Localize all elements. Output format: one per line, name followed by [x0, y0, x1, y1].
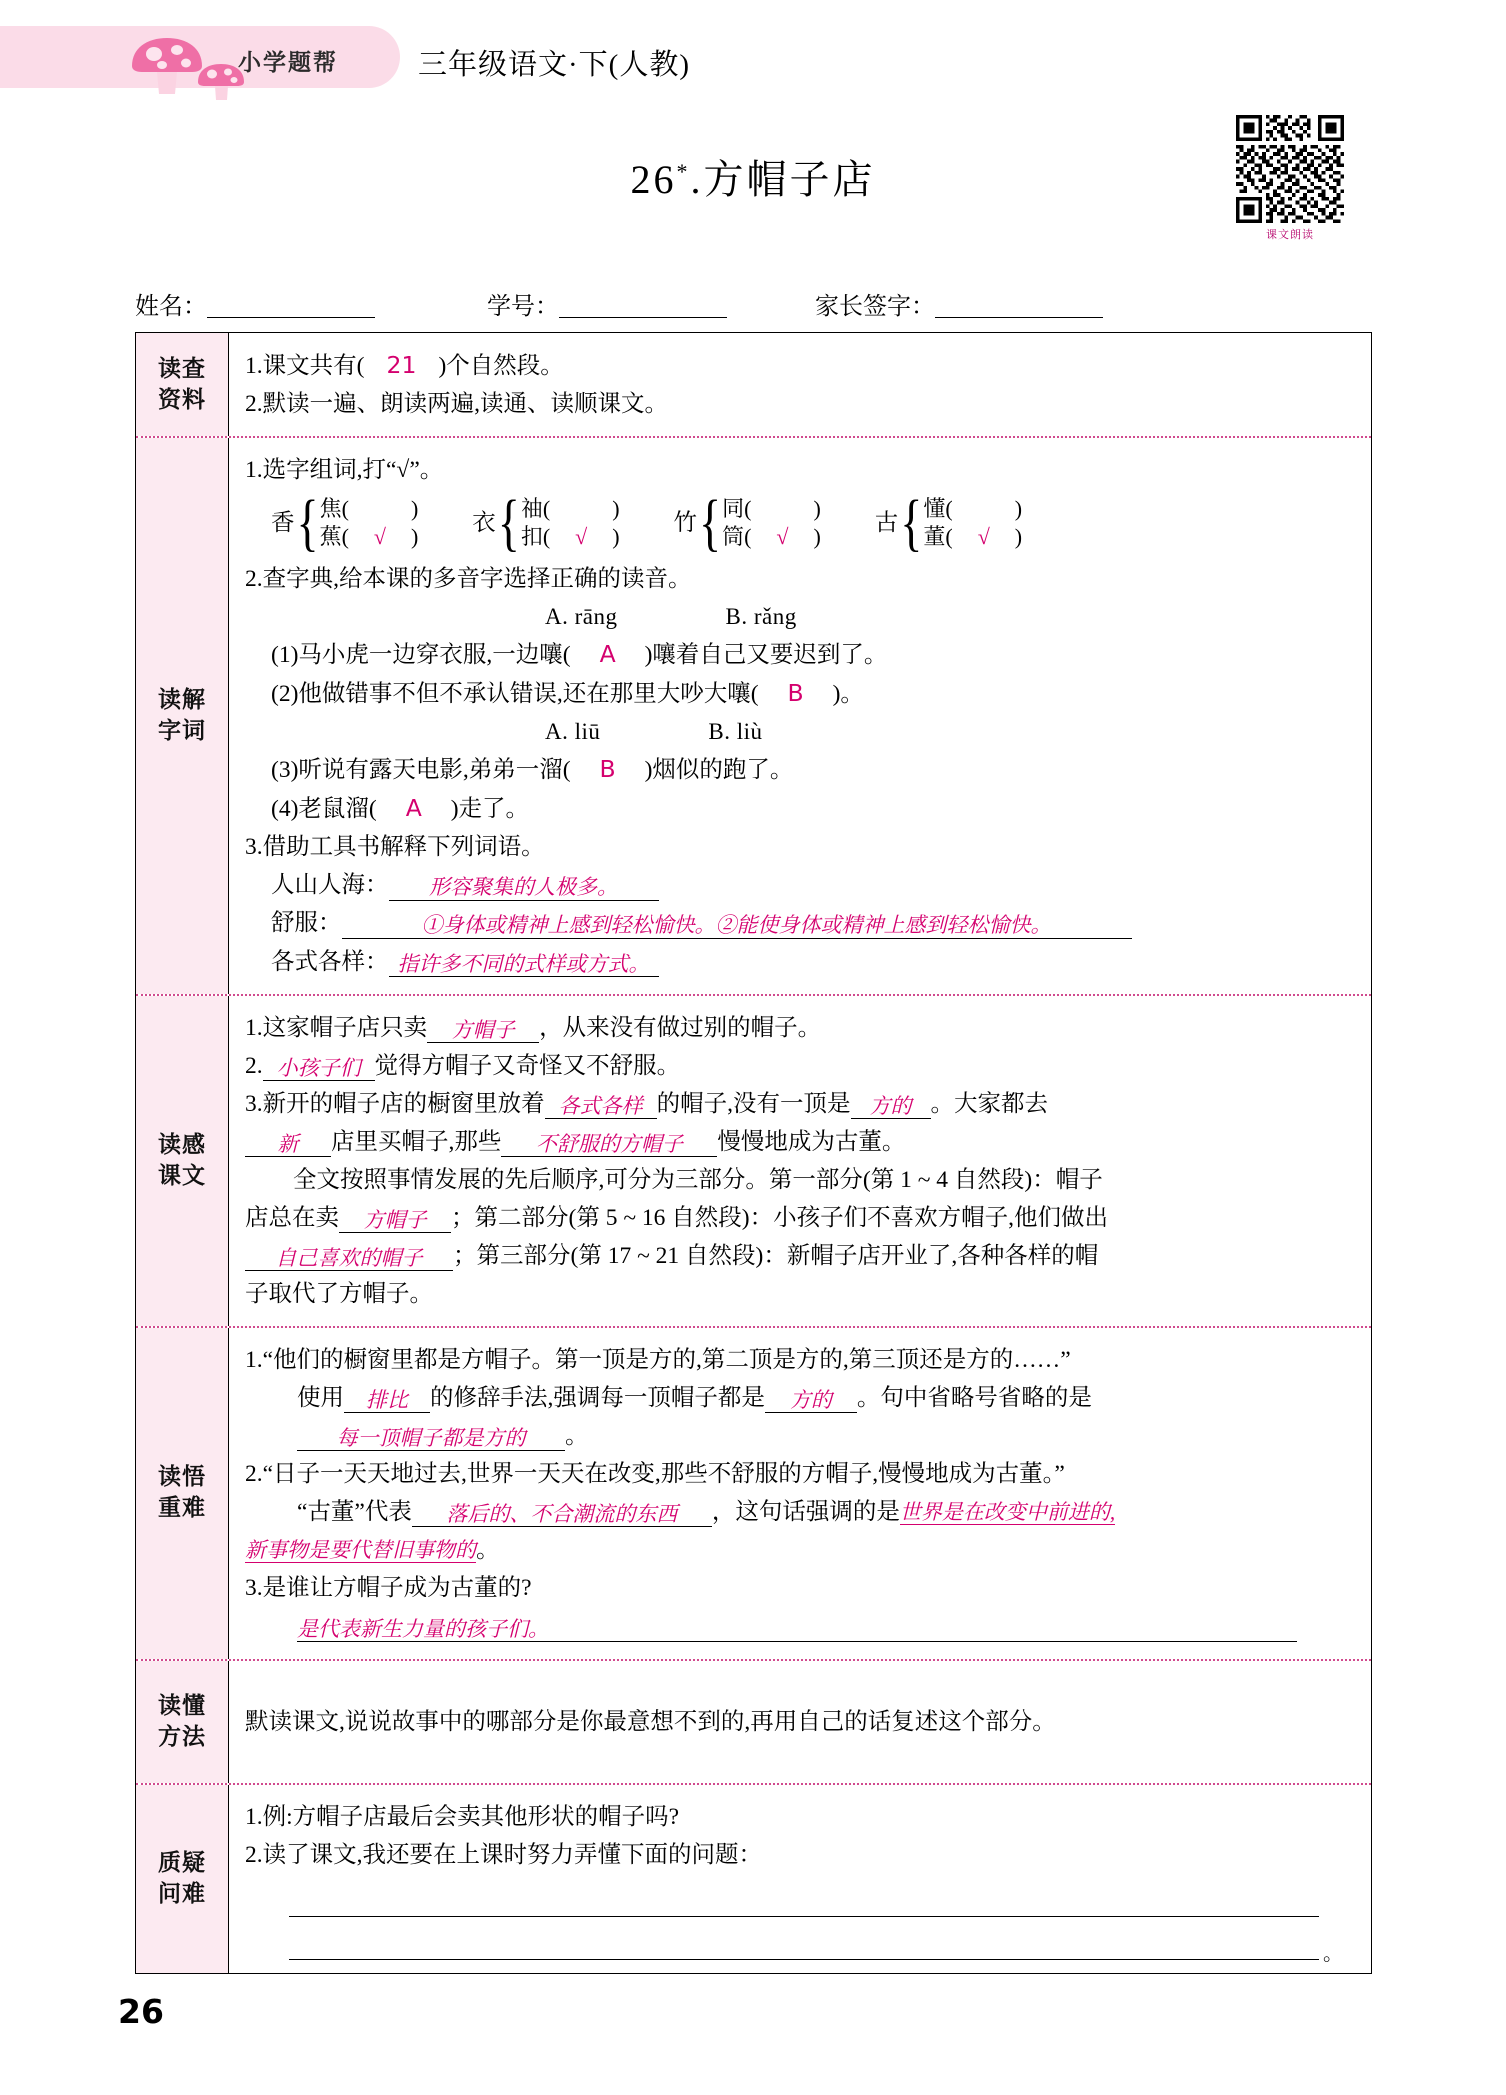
char-group-lead: 古 [874, 510, 899, 537]
fill-blank-answer-inline[interactable]: 世界是在改变中前进的, [899, 1500, 1116, 1525]
fill-blank-answer[interactable]: 落后的、不合潮流的东西 [412, 1502, 712, 1527]
fill-blank-answer[interactable]: 方的 [765, 1388, 857, 1413]
parent-signature-label: 家长签字： [815, 294, 935, 320]
section-label-comprehension [136, 996, 229, 1327]
label-line-1: 质疑 [158, 1849, 206, 1876]
char-option-top[interactable]: 䄂( ) [520, 496, 620, 522]
reference-question-1: 1.课文共有( 21 )个自然段。 [245, 346, 1355, 385]
char-option-bottom[interactable]: 扣( √ ) [521, 523, 620, 551]
fill-blank-answer[interactable]: 方帽子 [339, 1208, 451, 1233]
vocab-sentence-4: (4)老鼠溜( A )走了。 [271, 789, 1355, 828]
comprehension-line-3: 3.新开的帽子店的橱窗里放着 各式各样 的帽子,没有一顶是 方的 。大家都去 [245, 1090, 1048, 1118]
reference-question-2: 2.默读一遍、朗读两遍,读通、读顺课文。 [245, 391, 668, 418]
qr-caption: 课文朗读 [1266, 228, 1314, 241]
char-choice-row [271, 487, 1355, 558]
section-body-questions [229, 1785, 1371, 1973]
question-example: 1.例:方帽子店最后会卖其他形状的帽子吗? [245, 1803, 680, 1830]
section-body-vocabulary [229, 438, 1371, 993]
label-line-2: 问难 [158, 1880, 206, 1907]
pinyin-options-set-2 [545, 713, 1355, 750]
label-line-1: 读解 [158, 686, 206, 713]
check-mark-icon: √ [776, 524, 789, 550]
char-group-3 [673, 487, 821, 558]
fill-blank-answer[interactable]: 方帽子 [427, 1018, 539, 1043]
student-info-row [135, 286, 1235, 321]
fill-blank-answer[interactable]: 每一顶帽子都是方的 [297, 1426, 565, 1451]
char-option-bottom[interactable]: 董( √ ) [923, 523, 1022, 551]
name-input-rule[interactable] [207, 295, 375, 318]
pinyin-option-a: A. rāng [545, 603, 618, 629]
char-group-1 [271, 487, 419, 558]
fill-blank-answer[interactable]: 不舒服的方帽子 [501, 1132, 717, 1157]
student-id-label: 学号： [487, 294, 559, 320]
label-line-2: 资料 [158, 386, 206, 413]
char-group-lead: 衣 [472, 510, 496, 537]
check-mark-icon: √ [575, 524, 588, 550]
section-row-reference [136, 333, 1371, 438]
section-row-method [136, 1661, 1371, 1785]
answer-choice: A [599, 639, 616, 668]
comprehension-summary-line-4: 子取代了方帽子。 [245, 1281, 433, 1307]
vocab-question-3-title: 3.借助工具书解释下列词语。 [245, 834, 545, 861]
qr-code-block[interactable] [1232, 115, 1348, 242]
fill-blank-answer[interactable]: 是代表新生力量的孩子们。 [297, 1617, 1297, 1642]
label-line-2: 方法 [158, 1723, 206, 1750]
section-row-comprehension [136, 996, 1371, 1329]
answer-choice: B [787, 678, 804, 707]
label-line-2: 重难 [158, 1495, 206, 1522]
char-option-bottom[interactable]: 筒( √ ) [722, 523, 821, 551]
label-line-1: 读查 [158, 355, 206, 382]
definition-answer[interactable]: 形容聚集的人极多。 [389, 875, 659, 900]
name-field[interactable] [135, 286, 375, 321]
answer-choice: A [405, 794, 422, 823]
qr-code-icon[interactable] [1236, 115, 1344, 223]
definition-word: 各式各样： [271, 948, 389, 975]
question-prompt: 2.读了课文,我还要在上课时努力弄懂下面的问题： [245, 1841, 762, 1868]
fill-blank-answer[interactable]: 新 [245, 1132, 331, 1157]
char-option-top[interactable]: 懂( ) [923, 496, 1023, 522]
pinyin-option-b: B. liù [708, 718, 763, 744]
keypoint-2-answer-line: “古董”代表 落后的、不合潮流的东西 ，这句话强调的是世界是在改变中前进的, [297, 1499, 1116, 1527]
char-option-top[interactable]: 同( ) [722, 496, 821, 522]
label-line-2: 字词 [158, 717, 206, 744]
title-dot: . [690, 157, 704, 202]
worksheet-table [135, 332, 1372, 1974]
fill-blank-answer-inline[interactable]: 新事物是要代替旧事物的 [245, 1538, 476, 1563]
section-body-method [229, 1661, 1371, 1783]
keypoint-2-quote: 2.“日子一天天地过去,世界一天天在改变,那些不舒服的方帽子,慢慢地成为古董。” [245, 1461, 1065, 1488]
fill-blank-answer[interactable]: 方的 [851, 1094, 931, 1119]
comprehension-line-2: 2. 小孩子们 觉得方帽子又奇怪又不舒服。 [245, 1052, 681, 1080]
label-line-1: 读悟 [158, 1464, 206, 1491]
section-label-reference [136, 333, 229, 436]
comprehension-line-4: 新 店里买帽子,那些 不舒服的方帽子 慢慢地成为古董。 [245, 1123, 1355, 1161]
section-label-method [136, 1661, 229, 1783]
pinyin-option-b: B. rǎng [725, 603, 797, 629]
check-mark-icon: √ [977, 524, 990, 550]
definition-row-3 [271, 943, 1355, 981]
section-label-vocabulary [136, 438, 229, 993]
mushroom-icon [128, 36, 206, 94]
fill-blank-answer[interactable]: 各式各样 [545, 1094, 657, 1119]
pinyin-options-set-1 [545, 598, 1355, 635]
char-group-4 [874, 487, 1023, 558]
vocab-sentence-1: (1)马小虎一边穿衣服,一边嚷( A )嚷着自己又要迟到了。 [271, 635, 1355, 674]
keypoint-2-answer-continued: 新事物是要代替旧事物的。 [245, 1537, 500, 1564]
brace-icon: { [296, 487, 319, 558]
section-body-reference [229, 333, 1371, 436]
keypoint-1-answer-continued: 每一顶帽子都是方的 。 [297, 1417, 1355, 1455]
comprehension-summary-line-3: 自己喜欢的帽子 ；第三部分(第 17 ~ 21 自然段)：新帽子店开业了,各种各样的帽 [245, 1237, 1355, 1275]
brace-icon: { [497, 487, 520, 558]
brace-icon: { [699, 487, 722, 558]
label-line-2: 课文 [158, 1162, 206, 1189]
fill-blank-answer[interactable]: 自己喜欢的帽子 [245, 1246, 453, 1271]
brand-label: 小学题帮 [238, 50, 338, 76]
keypoint-3-answer [297, 1608, 1355, 1646]
comprehension-line-1: 1.这家帽子店只卖 方帽子 ，从来没有做过别的帽子。 [245, 1014, 822, 1042]
char-option-bottom[interactable]: 蕉( √ ) [320, 523, 419, 551]
fill-blank-answer[interactable]: 排比 [344, 1388, 430, 1413]
parent-signature-input-rule[interactable] [935, 295, 1103, 318]
lesson-name: 方帽子店 [703, 157, 876, 202]
label-line-1: 读懂 [158, 1692, 206, 1719]
answer-choice: B [599, 755, 616, 784]
definition-row-2 [271, 904, 1355, 942]
definition-answer[interactable]: 指许多不同的式样或方式。 [389, 952, 659, 977]
char-group-lead: 竹 [673, 510, 698, 537]
label-line-1: 读感 [158, 1131, 206, 1158]
vocab-sentence-3: (3)听说有露天电影,弟弟一溜( B )烟似的跑了。 [271, 750, 1355, 789]
method-instruction-text: 默读课文,说说故事中的哪部分是你最意想不到的,再用自己的话复述这个部分。 [245, 1708, 1056, 1735]
check-mark-icon: √ [373, 524, 386, 550]
brace-icon: { [900, 487, 923, 558]
char-option-top[interactable]: 焦( ) [319, 496, 419, 522]
definition-answer[interactable]: ①身体或精神上感到轻松愉快。②能使身体或精神上感到轻松愉快。 [342, 913, 1132, 938]
name-label: 姓名： [135, 294, 207, 320]
section-row-keypoints [136, 1328, 1371, 1661]
student-id-field[interactable] [487, 286, 727, 321]
definition-word: 人山人海： [271, 872, 389, 899]
answer-write-line-1[interactable] [289, 1890, 1319, 1917]
section-row-vocabulary [136, 438, 1371, 995]
vocab-question-1-title: 1.选字组词,打“√”。 [245, 457, 444, 484]
pinyin-option-a: A. liū [545, 718, 601, 744]
section-body-comprehension [229, 996, 1371, 1327]
student-id-input-rule[interactable] [559, 295, 727, 318]
section-label-keypoints [136, 1328, 229, 1659]
section-row-questions [136, 1785, 1371, 1973]
answer-paragraph-count: 21 [386, 351, 417, 379]
definition-word: 舒服： [271, 910, 342, 937]
grade-subject-label: 三年级语文·下(人教) [418, 49, 690, 81]
section-label-questions [136, 1785, 229, 1973]
answer-write-line-2[interactable] [289, 1933, 1319, 1960]
lesson-number: 26 [630, 157, 677, 202]
page-number: 26 [118, 1992, 164, 2031]
keypoint-1-quote: 1.“他们的橱窗里都是方帽子。第一顶是方的,第二顶是方的,第三顶还是方的……” [245, 1347, 1071, 1374]
char-group-2 [472, 487, 620, 558]
parent-signature-field[interactable] [815, 286, 1103, 321]
fill-blank-answer[interactable]: 小孩子们 [263, 1056, 375, 1081]
comprehension-summary-line-1: 全文按照事情发展的先后顺序,可分为三部分。第一部分(第 1 ~ 4 自然段)：帽子 [293, 1166, 1103, 1193]
comprehension-summary-line-2: 店总在卖 方帽子 ；第二部分(第 5 ~ 16 自然段)：小孩子们不喜欢方帽子,他们做出 [245, 1204, 1108, 1232]
section-body-keypoints [229, 1328, 1371, 1659]
definition-row-1 [271, 866, 1355, 904]
vocab-question-2-title: 2.查字典,给本课的多音字选择正确的读音。 [245, 565, 692, 592]
keypoint-1-answer-line: 使用 排比 的修辞手法,强调每一顶帽子都是 方的 。句中省略号省略的是 [297, 1385, 1092, 1413]
keypoint-3-question: 3.是谁让方帽子成为古董的? [245, 1575, 532, 1602]
char-group-lead: 香 [271, 510, 295, 537]
asterisk-mark: * [676, 159, 691, 184]
vocab-sentence-2: (2)他做错事不但不承认错误,还在那里大吵大嚷( B )。 [271, 674, 1355, 713]
